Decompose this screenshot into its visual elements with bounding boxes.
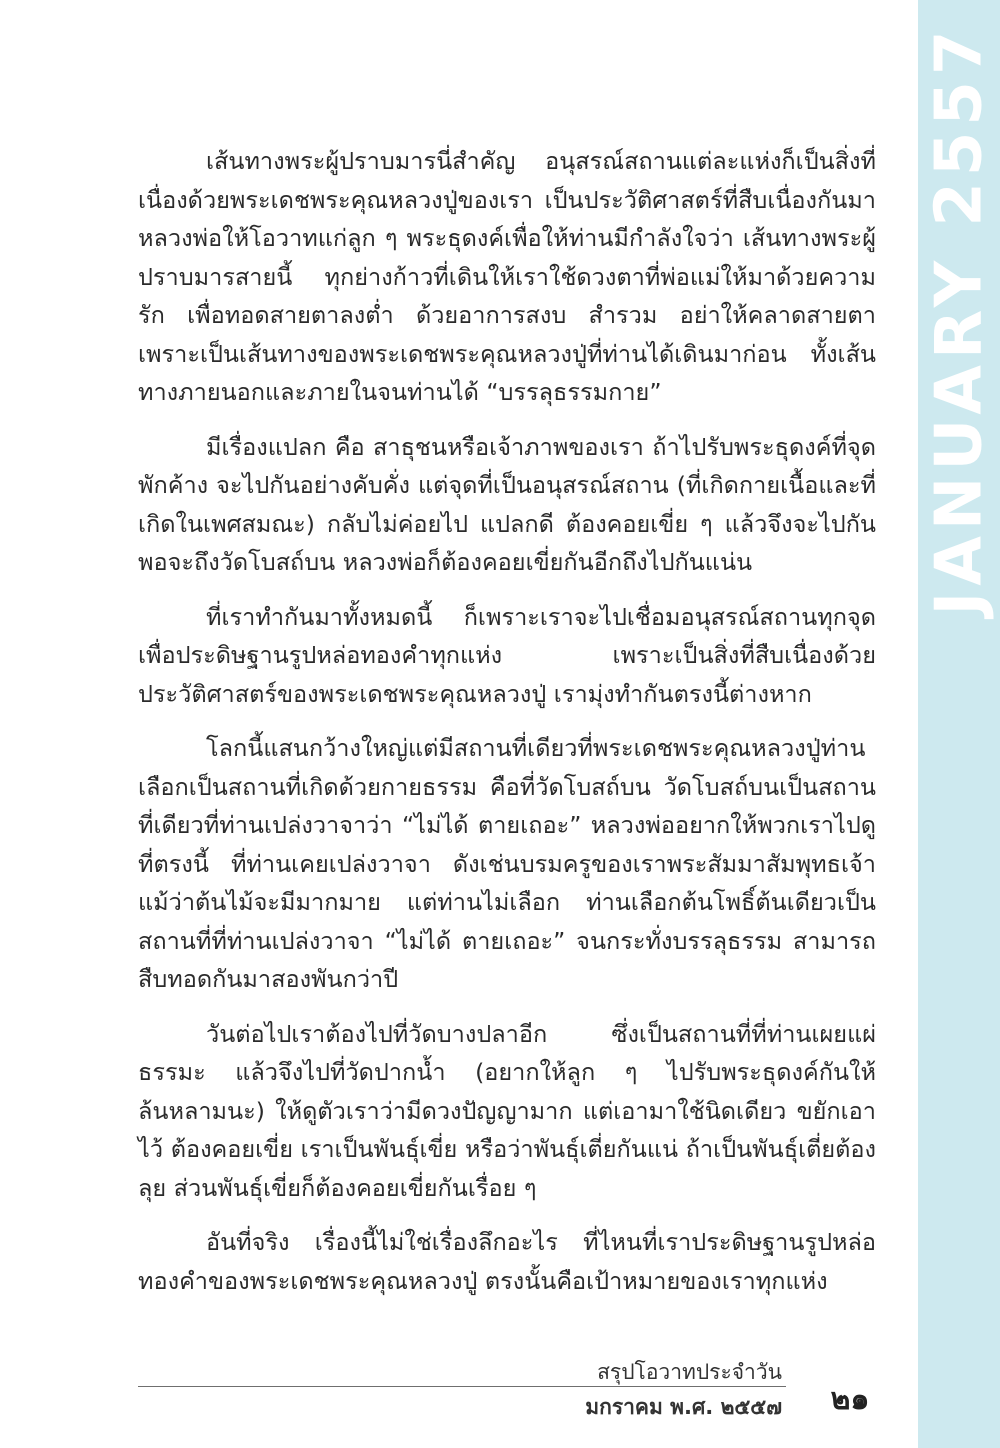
paragraph-1: เส้นทางพระผู้ปราบมารนี่สำคัญ อนุสรณ์สถานแต่ละแห่งก็เป็นสิ่งที่เนื่องด้วยพระเดชพระคุณหลวงปู่ของเรา เป็นประวัติศาสตร์ที่สืบเนื่องกันมา หลวงพ่อให้โอวาทแก่ลูก ๆ พระธุดงค์เพื่อให้ท่านมีกำลังใจว่า เส้นทางพระผู้ปราบมารสายนี้ ทุกย่างก้าวที่เดินให้เราใช้ดวงตาที่พ่อแม่ให้มาด้วยความรัก เพื่อทอดสายตาลงต่ำ ด้วยอาการสงบ สำรวม อย่าให้คลาดสายตา เพราะเป็นเส้นทางของพระเดชพระคุณหลวงปู่ที่ท่านได้เดินมาก่อน ทั้งเส้นทางภายนอกและภายในจนท่านได้ “บรรลุธรรมกาย” <box>138 147 876 406</box>
side-banner-title-wrap <box>922 24 996 616</box>
body-text <box>138 142 876 1316</box>
paragraph-5: วันต่อไปเราต้องไปที่วัดบางปลาอีก ซึ่งเป็นสถานที่ที่ท่านเผยแผ่ธรรมะ แล้วจึงไปที่วัดปากน้ำ (อยากให้ลูก ๆ ไปรับพระธุดงค์กันให้ล้นหลามนะ) ให้ดูตัวเราว่ามีดวงปัญญามาก แต่เอามาใช้นิดเดียว ขยักเอาไว้ ต้องคอยเขี่ย เราเป็นพันธุ์เขี่ย หรือว่าพันธุ์เตี่ยกันแน่ ถ้าเป็นพันธุ์เตี่ยต้องลุย ส่วนพันธุ์เขี่ยก็ต้องคอยเขี่ยกันเรื่อย ๆ <box>138 1019 876 1202</box>
paragraph-2: มีเรื่องแปลก คือ สาธุชนหรือเจ้าภาพของเรา ถ้าไปรับพระธุดงค์ที่จุดพักค้าง จะไปกันอย่างคับคั่ง แต่จุดที่เป็นอนุสรณ์สถาน (ที่เกิดกายเนื้อและที่เกิดในเพศสมณะ) กลับไม่ค่อยไป แปลกดี ต้องคอยเขี่ย ๆ แล้วจึงจะไปกัน พอจะถึงวัดโบสถ์บน หลวงพ่อก็ต้องคอยเขี่ยกันอีกถึงไปกันแน่น <box>138 432 876 576</box>
paragraph-6: อันที่จริง เรื่องนี้ไม่ใช่เรื่องลึกอะไร ที่ไหนที่เราประดิษฐานรูปหล่อทองคำของพระเดชพระคุณหลวงปู่ ตรงนั้นคือเป้าหมายของเราทุกแห่ง <box>138 1228 876 1295</box>
paragraph-3: ที่เราทำกันมาทั้งหมดนี้ ก็เพราะเราจะไปเชื่อมอนุสรณ์สถานทุกจุดเพื่อประดิษฐานรูปหล่อทองคำทุกแห่ง เพราะเป็นสิ่งที่สืบเนื่องด้วยประวัติศาสตร์ของพระเดชพระคุณหลวงปู่ เรามุ่งทำกันตรงนี้ต่างหาก <box>138 602 876 708</box>
paragraph-4: โลกนี้แสนกว้างใหญ่แต่มีสถานที่เดียวที่พระเดชพระคุณหลวงปู่ท่านเลือกเป็นสถานที่เกิดด้วยกายธรรม คือที่วัดโบสถ์บน วัดโบสถ์บนเป็นสถานที่เดียวที่ท่านเปล่งวาจาว่า “ไม่ได้ ตายเถอะ” หลวงพ่ออยากให้พวกเราไปดูที่ตรงนี้ ที่ท่านเคยเปล่งวาจา ดังเช่นบรมครูของเราพระสัมมาสัมพุทธเจ้า แม้ว่าต้นไม้จะมีมากมาย แต่ท่านไม่เลือก ท่านเลือกต้นโพธิ์ต้นเดียวเป็นสถานที่ที่ท่านเปล่งวาจา “ไม่ได้ ตายเถอะ” จนกระทั่งบรรลุธรรม สามารถสืบทอดกันมาสองพันกว่าปี <box>138 734 876 993</box>
footer-date: มกราคม พ.ศ. ๒๕๕๗ <box>585 1395 782 1419</box>
side-banner <box>918 0 1000 1448</box>
footer-divider <box>138 1386 786 1387</box>
side-banner-title: JANUARY 2557 <box>922 24 996 616</box>
page-number: ๒๑ <box>830 1382 870 1417</box>
footer-title: สรุปโอวาทประจำวัน <box>597 1360 782 1384</box>
